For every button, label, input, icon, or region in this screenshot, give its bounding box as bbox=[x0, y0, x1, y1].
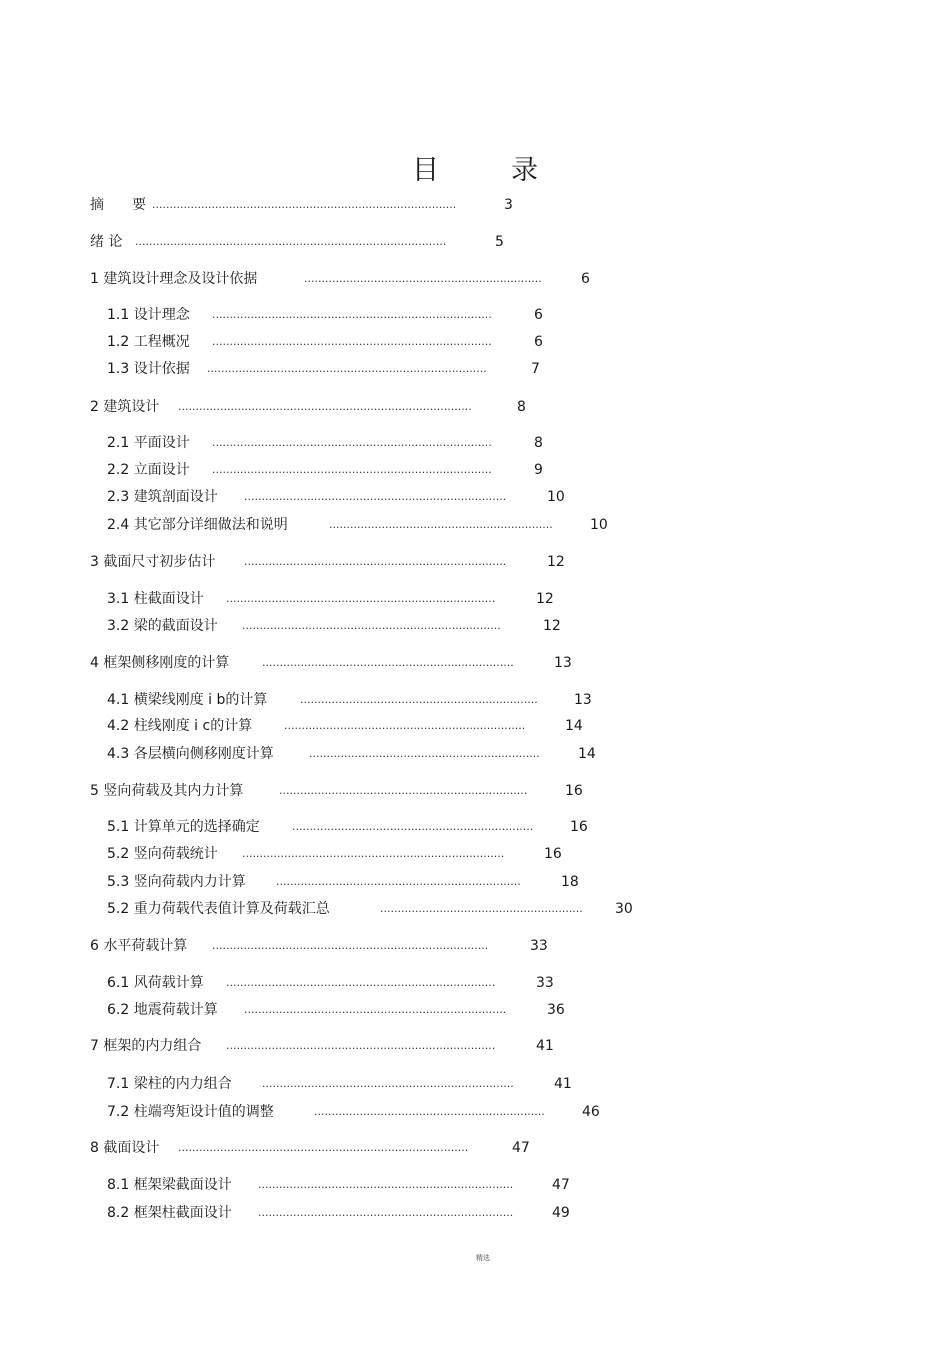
toc-entry bbox=[107, 745, 596, 763]
toc-leader-dots: ............................................................................. bbox=[226, 1039, 496, 1052]
toc-leader-dots: .................................................................... bbox=[300, 693, 538, 706]
toc-entry bbox=[107, 845, 562, 863]
toc-entry-page-number: 49 bbox=[552, 1205, 570, 1221]
toc-leader-dots: ........................................................................... bbox=[244, 1003, 507, 1016]
toc-leader-dots: ........................................................................ bbox=[262, 656, 514, 669]
toc-entry-page-number: 6 bbox=[534, 334, 543, 350]
toc-entry-label: 3 截面尺寸初步估计 bbox=[90, 554, 216, 570]
toc-entry-page-number: 30 bbox=[615, 901, 633, 917]
toc-leader-dots: .................................................................. bbox=[314, 1105, 545, 1118]
toc-entry bbox=[107, 488, 565, 506]
toc-leader-dots: ........................................................................... bbox=[244, 490, 507, 503]
toc-entry-label: 绪 论 bbox=[90, 234, 123, 250]
toc-leader-dots: ........................................................................... bbox=[242, 847, 505, 860]
toc-leader-dots: ............................................................................. bbox=[226, 592, 496, 605]
toc-entry-label: 摘 要 bbox=[90, 197, 146, 213]
toc-leader-dots: ................................................................................ bbox=[207, 362, 487, 375]
toc-leader-dots: ................................................................................ bbox=[212, 308, 492, 321]
toc-entry-page-number: 47 bbox=[512, 1140, 530, 1156]
toc-leader-dots: ............................................................................. bbox=[226, 976, 496, 989]
toc-leader-dots: ..................................................................... bbox=[292, 820, 534, 833]
toc-entry-label: 4.1 横梁线刚度 i b的计算 bbox=[107, 692, 268, 708]
toc-entry-page-number: 16 bbox=[565, 783, 583, 799]
toc-entry bbox=[107, 306, 543, 324]
toc-entry-label: 2.4 其它部分详细做法和说明 bbox=[107, 517, 288, 533]
toc-entry-label: 8.1 框架梁截面设计 bbox=[107, 1177, 232, 1193]
toc-leader-dots: .......................................................................... bbox=[242, 619, 501, 632]
toc-entry bbox=[90, 1037, 554, 1055]
toc-entry-page-number: 13 bbox=[554, 655, 572, 671]
toc-entry-page-number: 10 bbox=[547, 489, 565, 505]
toc-leader-dots: ................................................................................... bbox=[178, 1141, 469, 1154]
toc-entry bbox=[107, 691, 592, 709]
toc-entry-label: 1.1 设计理念 bbox=[107, 307, 190, 323]
toc-entry bbox=[90, 398, 526, 416]
toc-leader-dots: ................................................................ bbox=[329, 518, 553, 531]
toc-leader-dots: ......................................................................... bbox=[258, 1178, 514, 1191]
toc-entry bbox=[107, 617, 561, 635]
toc-entry bbox=[107, 1176, 570, 1194]
toc-leader-dots: ................................................................................ bbox=[212, 436, 492, 449]
toc-entry bbox=[90, 270, 590, 288]
toc-leader-dots: ........................................................................ bbox=[262, 1077, 514, 1090]
toc-entry-page-number: 6 bbox=[581, 271, 590, 287]
toc-entry bbox=[107, 590, 554, 608]
toc-entry-page-number: 3 bbox=[504, 197, 513, 213]
toc-entry bbox=[107, 717, 583, 735]
toc-entry-page-number: 13 bbox=[574, 692, 592, 708]
title-char-1: 目 bbox=[412, 155, 439, 186]
toc-entry-label: 7.1 梁柱的内力组合 bbox=[107, 1076, 232, 1092]
toc-entry bbox=[107, 974, 554, 992]
toc-entry bbox=[107, 873, 579, 891]
toc-leader-dots: ......................................................................... bbox=[258, 1206, 514, 1219]
toc-entry bbox=[107, 516, 608, 534]
toc-entry-label: 1.3 设计依据 bbox=[107, 361, 190, 377]
toc-entry-page-number: 12 bbox=[536, 591, 554, 607]
toc-entry-label: 5.3 竖向荷载内力计算 bbox=[107, 874, 246, 890]
page-footer: 精选 bbox=[476, 1254, 490, 1262]
toc-leader-dots: ................................................................................ bbox=[212, 463, 492, 476]
toc-leader-dots: .................................................................. bbox=[309, 747, 540, 760]
toc-entry-page-number: 9 bbox=[534, 462, 543, 478]
toc-leader-dots: ...................................................................... bbox=[276, 875, 521, 888]
toc-leader-dots: ........................................................................... bbox=[244, 555, 507, 568]
toc-entry bbox=[90, 782, 583, 800]
toc-entry bbox=[107, 434, 543, 452]
toc-leader-dots: ............................................................................... bbox=[212, 939, 489, 952]
toc-leader-dots: .................................................................................... bbox=[178, 400, 472, 413]
title-char-2: 录 bbox=[511, 155, 538, 186]
toc-entry-label: 4.2 柱线刚度 i c的计算 bbox=[107, 718, 253, 734]
toc-entry-page-number: 41 bbox=[554, 1076, 572, 1092]
toc-entry-page-number: 5 bbox=[495, 234, 504, 250]
toc-entry-label: 4 框架侧移刚度的计算 bbox=[90, 655, 230, 671]
toc-entry bbox=[107, 333, 543, 351]
toc-entry-label: 5.2 竖向荷载统计 bbox=[107, 846, 218, 862]
toc-entry-label: 2.1 平面设计 bbox=[107, 435, 190, 451]
toc-entry bbox=[90, 196, 513, 214]
toc-entry bbox=[107, 1204, 570, 1222]
toc-entry bbox=[107, 1075, 572, 1093]
toc-leader-dots: .......................................................... bbox=[380, 902, 583, 915]
toc-entry-page-number: 33 bbox=[530, 938, 548, 954]
toc-entry-page-number: 41 bbox=[536, 1038, 554, 1054]
toc-entry-page-number: 18 bbox=[561, 874, 579, 890]
toc-entry-label: 2.2 立面设计 bbox=[107, 462, 190, 478]
toc-entry-page-number: 14 bbox=[565, 718, 583, 734]
toc-entry-label: 6.2 地震荷载计算 bbox=[107, 1002, 218, 1018]
toc-entry-label: 1.2 工程概况 bbox=[107, 334, 190, 350]
toc-leader-dots: .................................................................... bbox=[304, 272, 542, 285]
toc-entry bbox=[107, 360, 540, 378]
toc-entry-label: 5 竖向荷载及其内力计算 bbox=[90, 783, 244, 799]
toc-entry-page-number: 46 bbox=[582, 1104, 600, 1120]
toc-entry-label: 8.2 框架柱截面设计 bbox=[107, 1205, 232, 1221]
toc-entry-page-number: 16 bbox=[544, 846, 562, 862]
toc-entry-label: 5.1 计算单元的选择确定 bbox=[107, 819, 260, 835]
toc-entry-page-number: 6 bbox=[534, 307, 543, 323]
toc-entry-page-number: 12 bbox=[547, 554, 565, 570]
toc-entry-page-number: 14 bbox=[578, 746, 596, 762]
toc-entry-label: 3.1 柱截面设计 bbox=[107, 591, 204, 607]
toc-leader-dots: ..................................................................... bbox=[284, 719, 526, 732]
toc-entry-page-number: 36 bbox=[547, 1002, 565, 1018]
toc-entry-label: 7.2 柱端弯矩设计值的调整 bbox=[107, 1104, 274, 1120]
toc-entry bbox=[107, 900, 633, 918]
toc-entry bbox=[90, 553, 565, 571]
toc-entry-label: 2 建筑设计 bbox=[90, 399, 160, 415]
toc-entry-page-number: 10 bbox=[590, 517, 608, 533]
toc-leader-dots: ....................................................................... bbox=[279, 784, 528, 797]
toc-entry-label: 2.3 建筑剖面设计 bbox=[107, 489, 218, 505]
toc-entry-page-number: 12 bbox=[543, 618, 561, 634]
toc-leader-dots: ......................................................................................... bbox=[135, 235, 447, 248]
toc-entry bbox=[90, 233, 504, 251]
toc-entry-page-number: 47 bbox=[552, 1177, 570, 1193]
toc-entry-label: 6 水平荷载计算 bbox=[90, 938, 188, 954]
toc-entry bbox=[90, 937, 548, 955]
toc-entry bbox=[107, 818, 588, 836]
toc-entry bbox=[107, 461, 543, 479]
toc-entry-label: 7 框架的内力组合 bbox=[90, 1038, 202, 1054]
toc-entry-page-number: 8 bbox=[534, 435, 543, 451]
toc-entry-page-number: 16 bbox=[570, 819, 588, 835]
toc-entry-page-number: 8 bbox=[517, 399, 526, 415]
toc-leader-dots: ....................................................................................... bbox=[152, 198, 457, 211]
toc-entry-page-number: 33 bbox=[536, 975, 554, 991]
toc-entry-label: 3.2 梁的截面设计 bbox=[107, 618, 218, 634]
toc-entry bbox=[107, 1103, 600, 1121]
toc-entry-label: 6.1 风荷载计算 bbox=[107, 975, 204, 991]
toc-leader-dots: ................................................................................ bbox=[212, 335, 492, 348]
toc-entry bbox=[90, 654, 572, 672]
toc-entry-label: 5.2 重力荷载代表值计算及荷载汇总 bbox=[107, 901, 330, 917]
toc-entry-label: 4.3 各层横向侧移刚度计算 bbox=[107, 746, 274, 762]
toc-entry-page-number: 7 bbox=[531, 361, 540, 377]
toc-entry-label: 1 建筑设计理念及设计依据 bbox=[90, 271, 258, 287]
toc-entry bbox=[90, 1139, 530, 1157]
toc-entry bbox=[107, 1001, 565, 1019]
toc-entry-label: 8 截面设计 bbox=[90, 1140, 160, 1156]
